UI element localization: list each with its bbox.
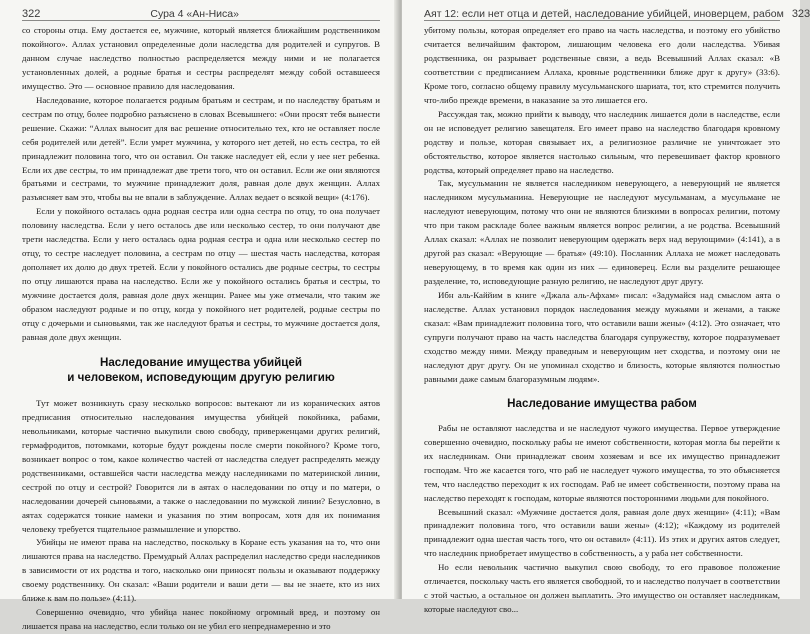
left-running-header — [22, 2, 380, 21]
paragraph: Рабы не оставляют наследства и не наследуют чужого имущества. Первое утверждение совершенно очевидно, поскольку рабы не имеют собственности, которая могла бы перейти к их наследникам. Они принадлежат своим хозяевам и все их имущество принадлежит господам. Что же касается того, что раб не наследует чужого имущества, то это объясняется тем, что наследство переходит к их господам. Раб не имеет собственности, поэтому права на наследство переходят к господам, которые являются посторонними людьми для покойного. — [424, 422, 780, 503]
paragraph: убитому пользы, которая определяет его право на часть наследства, и поэтому его убийство считается величайшим фактором, лишающим человека его доли наследства. Убивая родственника, он разрывает родственные связи, а ведь Всевышний Аллах сказал: «В соответствии с предписанием Аллаха, кровные родственники ближе друг к другу» (33:6). Кроме того, согласно общему правилу мусульманского шариата, тот, кто стремится получить что-либо прежде времени, в наказание за это лишается его. — [424, 25, 780, 105]
paragraph: Но если невольник частично выкупил свою свободу, то его правовое положение отличается, поскольку часть его является свободной, то и наследство получает в соответствии с этой частью, а остальное он должен выплатить. Это имущество он оставляет наследникам, которые наследуют сво... — [424, 562, 780, 615]
paragraph: Если у покойного осталась одна родная сестра или одна сестра по отцу, то она получает половину наследства. Если у него осталось две или несколько сестер, то они получают две трети наследства. Если у него осталась одна родная сестра и одна или несколько сестер по отцу, то сестре наследует половина, а сестрам по отцу — шестая часть наследства, которая дополняет их долю до двух третей. Если у покойного остались две родные сестры, то сестры по отцу лишаются права на наследство. Если же у покойного остались братья и сестры, то мужчине достается доля, равная доле двух женщин. Ранее мы уже отмечали, что таким же образом наследуют родные и по отцу, когда у покойного нет родителей, родные сестры по отцу с дочерьми и сыновьями, так же наследуют братья и сестры, то мужчине достается доля, равная доле двух женщин. — [22, 206, 380, 342]
left-page — [0, 0, 398, 632]
section-heading-line: Наследование имущества рабом — [507, 396, 697, 410]
paragraph: Рассуждая так, можно прийти к выводу, что наследник лишается доли в наследстве, если он не исповедует религию завещателя. Его имеет право на наследство благодаря кровному родству и пользе, которая связывает их, а религиозное различие не уничтожает это обстоятельство, которое является настолько сильным, что перевешивает фактор кровного родства, который определяет право на наследство. — [424, 108, 780, 175]
paragraph: Тут может возникнуть сразу несколько вопросов: вытекают ли из коранических аятов предписания относительно наследования имущества убийцей покойника, рабами, невольниками, которые частично выкупили свою свободу, приверженцами других религий, гермафродитов, потомками, которые будут рождены после смерти покойного? Кроме того, возникает вопрос о том, какое количество частей от наследства следует распределять между родственниками, оставшейся части наследства между наследниками по материнской линии, сестрой по отцу и сестрой? Говорится ли в аятах о наследовании по отцу и по матери, о наследовании дочерей сыновьями, а также о наследовании по мужской линии? Безусловно, в аятах содержатся тонкие намеки и указания по этим вопросам, хотя для их понимания человеку требуется тщательное размышление и упорство. — [22, 397, 380, 534]
section-heading-slave — [424, 396, 780, 411]
paragraph: со стороны отца. Ему достается ее, мужчине, который является ближайшим родственником покойного». Аллах установил определенные доли наследства для родителей и супругов. В данном случае наследство полностью распределяется между ними и не полагается установленных долей, а родные братья и сестры распределят между собой оставшееся имущество. Это — основное правило для наследования. — [22, 25, 380, 91]
paragraph: Так, мусульманин не является наследником неверующего, а неверующий не является наследником мусульманина. Неверующие не наследуют мусульманам, а мусульмане не наследуют неверующим, потому что они не являются близкими в вопросах религии, потому что при таком раскладе более важным является вопрос религии, а не родства. Всевышний Аллах сказал: «Аллах не позволит неверующим одержать верх над верующими» (4:141), а в другой раз сказал: «Верующие — братья» (49:10). Посланник Аллаха не может наследовать неверующему, в то время как один из них — единоверец. Если вы разделите решающее разделение, то, исповедующие разную религию, не наследуют друг другу. — [424, 178, 780, 287]
left-page-number: 322 — [22, 8, 41, 20]
section-heading-line: Наследование имущества убийцей — [99, 355, 302, 369]
right-running-header — [424, 2, 810, 21]
paragraph: Убийцы не имеют права на наследство, поскольку в Коране есть указания на то, что они лишаются права на наследство. Премудрый Аллах распределил наследство среди наследников в зависимости от их родства и того, насколько они приносят пользы и оказывают поддержку своему родственнику. Он сказал: «Ваши родители и ваши дети — вы не знаете, кто из них ближе к вам по пользе» (4:11). — [22, 537, 380, 604]
right-page-number: 323 — [791, 8, 810, 20]
quote-paragraph: Ибн аль-Каййим в книге «Джала аль-Афхам» писал: «Задумайся над смыслом аята о наследстве. Аллах установил порядок наследования между мужьями и женами, а также сказал: «Вам принадлежит половина того, что оставили ваши жены» (4:12). Это означает, что супруги получают право на часть наследства благодаря супружеству, которое подразумевает сходство между ними. Между праведным и неверующим нет сходства, и поэтому они не наследуют друг другу. Он не упоминал сходство и близость, которые являются полностью равными даже самым благоразумным людям». — [424, 290, 780, 384]
section-heading-murderer — [22, 355, 380, 385]
right-running-head: Аят 12: если нет отца и детей, наследование убийцей, иноверцем, рабом — [424, 8, 784, 20]
right-page — [402, 0, 810, 615]
paragraph: Наследование, которое полагается родным братьям и сестрам, и по наследству братьям и сестрам по отцу, более подробно разъяснено в словах Всевышнего: «Они просят тебя вынести решение. Скажи: “Аллах выносит для вас решение относительно тех, кто не оставляет после себя родителей или детей”. Если умрет мужчина, у которого нет детей, но есть сестра, то ей принадлежит половина того, что он оставил. Он также наследует ей, если у нее нет ребенка. Если их две сестры, то им принадлежат две трети того, что он оставил. Если же они являются братьями и сестрами, то мужчине принадлежит доля, равная доле двух женщин. Аллах разъясняет вам это, чтобы вы не впали в заблуждение. Аллах ведает о всякой вещи» (4:176). — [22, 94, 380, 203]
left-page-body — [22, 24, 380, 634]
section-heading-line: и человеком, исповедующим другую религию — [67, 370, 335, 384]
right-page-body — [424, 24, 780, 617]
paragraph: Всевышний сказал: «Мужчине достается доля, равная доле двух женщин» (4:11); «Вам принадлежит половина того, что оставили ваши жены» (4:12); «Каждому из родителей принадлежит одна шестая часть того, что он оставил» (4:11). Из этих и других аятов следует, что наследник приобретает имущество в собственность, а у раба нет собственности. — [424, 506, 780, 559]
left-running-head: Сура 4 «Ан-Ниса» — [150, 8, 239, 20]
paragraph: Совершенно очевидно, что убийца нанес покойному огромный вред, и поэтому он лишается права на наследство, если только он не убил его непреднамеренно и это — [22, 607, 380, 632]
